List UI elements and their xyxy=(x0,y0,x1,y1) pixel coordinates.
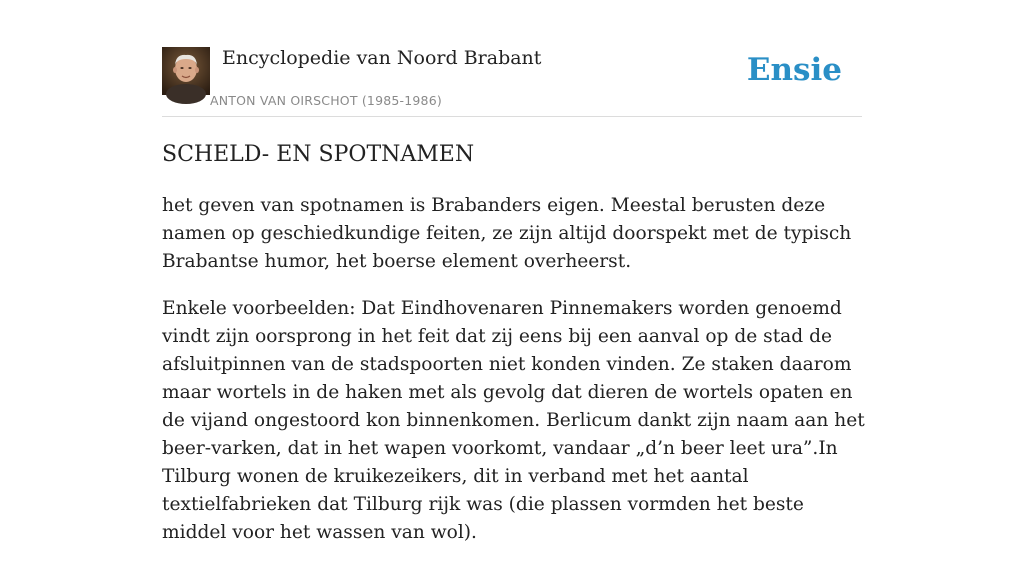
author-portrait-icon xyxy=(162,47,210,95)
author-avatar[interactable] xyxy=(162,47,210,95)
article-body xyxy=(162,192,866,566)
author-name[interactable]: ANTON VAN OIRSCHOT (1985-1986) xyxy=(210,93,442,108)
article-paragraph: het geven van spotnamen is Brabanders eigen. Meestal berusten deze namen op geschiedkundige feiten, ze zijn altijd doorspekt met de typisch Brabantse humor, het boerse element overheerst. xyxy=(162,195,852,272)
source-title[interactable]: Encyclopedie van Noord Brabant xyxy=(222,47,542,69)
article-title: SCHELD- EN SPOTNAMEN xyxy=(162,142,475,167)
ensie-logo[interactable]: Ensie xyxy=(746,52,842,88)
source-header xyxy=(162,46,862,117)
article-paragraph: Enkele voorbeelden: Dat Eindhovenaren Pinnemakers worden genoemd vindt zijn oorsprong in het feit dat zij eens bij een aanval op de stad de afsluitpinnen van de stadspoorten niet konden vinden. Ze staken daarom maar wortels in de haken met als gevolg dat dieren de wortels opaten en de vijand ongestoord kon binnenkomen. Berlicum dankt zijn naam aan het beer-varken, dat in het wapen voorkomt, vandaar „d’n beer leet ura”.In Tilburg wonen de kruikezeikers, dit in verband met het aantal textielfabrieken dat Tilburg rijk was (die plassen vormden het beste middel voor het wassen van wol). xyxy=(162,298,865,543)
